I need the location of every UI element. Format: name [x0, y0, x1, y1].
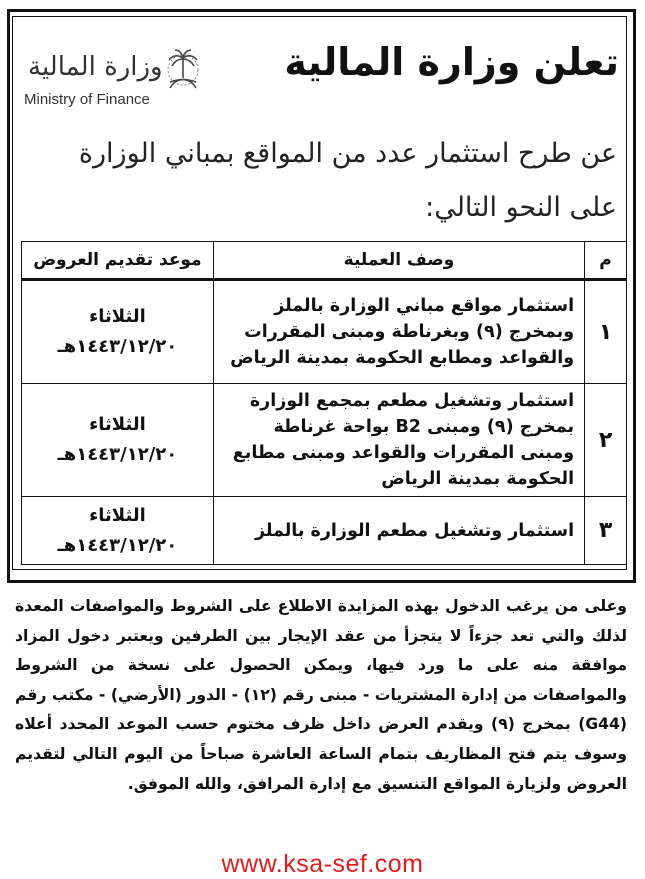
row-number: ٣	[585, 497, 627, 565]
row-deadline	[22, 497, 214, 565]
row-deadline-date: ١٤٤٣/١٢/٢٠هـ	[57, 444, 178, 465]
table-row	[22, 497, 627, 565]
headline: تعلن وزارة المالية	[284, 40, 619, 84]
row-deadline-day: الثلاثاء	[89, 306, 146, 327]
logo-arabic-text: وزارة المالية	[28, 52, 163, 82]
row-deadline-day: الثلاثاء	[89, 504, 146, 526]
row-deadline	[22, 280, 214, 384]
row-deadline-date: ١٤٤٣/١٢/٢٠هـ	[57, 534, 178, 556]
row-number: ٢	[585, 384, 627, 497]
table-header-row	[22, 242, 627, 280]
row-description: استثمار مواقع مباني الوزارة بالملز وبمخرج (٩) وبغرناطة ومبنى المقررات والقواعد ومطابع الحكومة بمدينة الرياض	[213, 280, 584, 384]
ministry-logo	[20, 46, 205, 120]
logo-english-text: Ministry of Finance	[24, 91, 150, 108]
footer-website-link[interactable]: www.ksa-sef.com	[221, 850, 424, 878]
header-number: م	[585, 242, 627, 280]
row-description: استثمار وتشغيل مطعم بمجمع الوزارة بمخرج (٩) ومبنى B2 بواحة غرناطة ومبنى المقررات والقواعد ومبنى مطابع الحكومة بمدينة الرياض	[213, 384, 584, 497]
intro-line-1: عن طرح استثمار عدد من المواقع بمباني الوزارة	[78, 138, 617, 169]
table-row	[22, 280, 627, 384]
table-row	[22, 384, 627, 497]
palm-and-swords-emblem-icon	[164, 48, 202, 94]
row-number: ١	[585, 280, 627, 384]
intro-line-2: على النحو التالي:	[425, 192, 617, 223]
row-deadline-date: ١٤٤٣/١٢/٢٠هـ	[57, 336, 178, 357]
row-deadline	[22, 384, 214, 497]
row-deadline-day: الثلاثاء	[89, 414, 146, 435]
row-description: استثمار وتشغيل مطعم الوزارة بالملز	[213, 497, 584, 565]
header-description: وصف العملية	[213, 242, 584, 280]
terms-paragraph: وعلى من يرغب الدخول بهذه المزايدة الاطلاع على الشروط والمواصفات المعدة لذلك والتي تعد جزءاً لا يتجزأ من عقد الإيجار بين الطرفين ويعتبر دخول المزاد موافقة منه على ما ورد فيها، ويمكن الحصول على نسخة من الشروط والمواصفات من إدارة المشتريات - مبنى رقم (١٢) - الدور (الأرضي) - مكتب رقم (G44) بمخرج (٩) ويقدم العرض داخل ظرف مختوم حسب الموعد المحدد أعلاه وسوف يتم فتح المظاريف بتمام الساعة العاشرة صباحاً من اليوم التالي لتقديم العروض ولزيارة المواقع التنسيق مع إدارة المرافق، والله الموفق.	[15, 597, 627, 793]
operations-table	[21, 241, 627, 565]
header-deadline: موعد تقديم العروض	[22, 242, 214, 280]
